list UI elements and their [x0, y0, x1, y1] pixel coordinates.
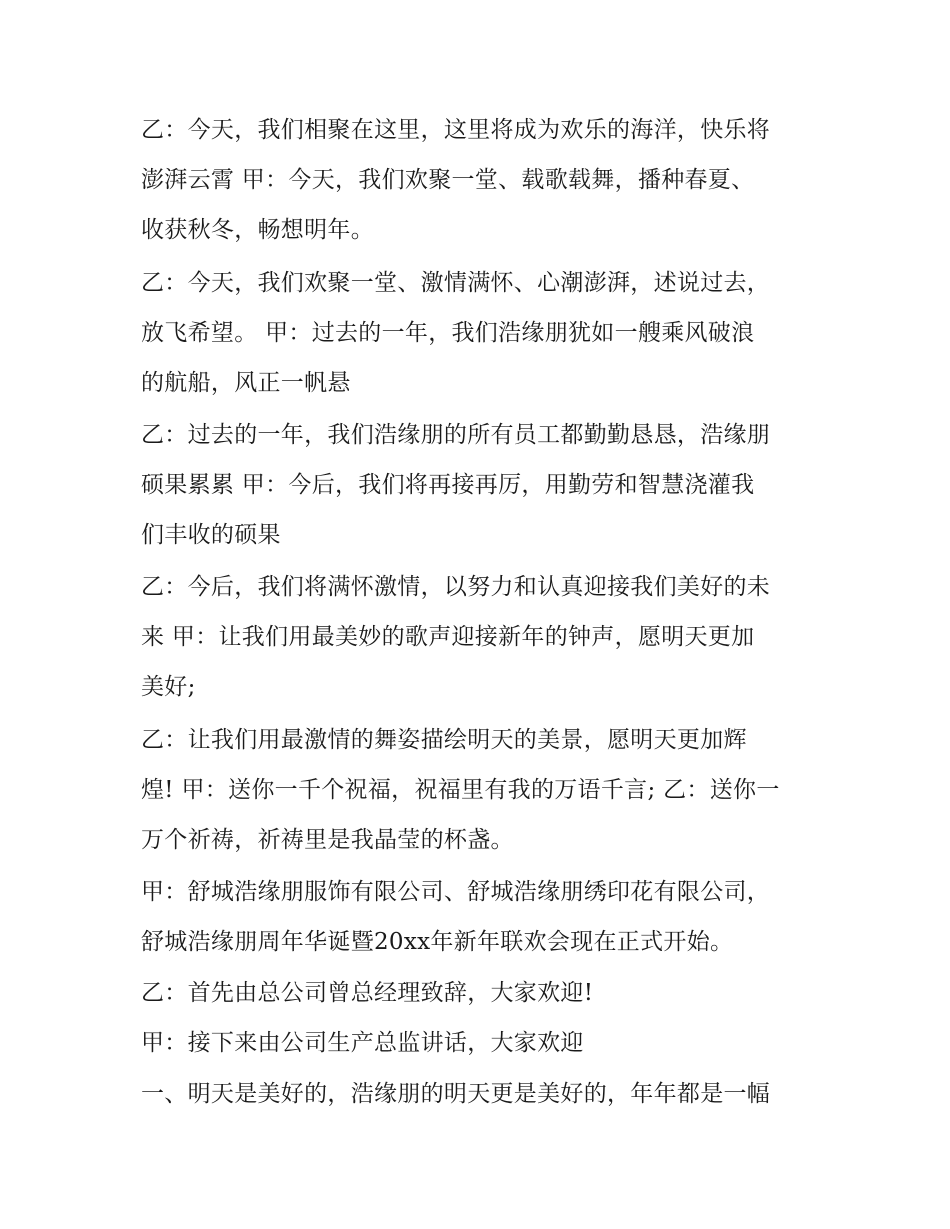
text-line: 乙：首先由总公司曾总经理致辞，大家欢迎!: [141, 980, 594, 1006]
text-line: 煌! 甲：送你一千个祝福，祝福里有我的万语千言; 乙：送你一: [141, 777, 780, 803]
text-line: 乙：今天，我们相聚在这里，这里将成为欢乐的海洋，快乐将: [141, 117, 771, 143]
text-line: 甲：接下来由公司生产总监讲话，大家欢迎: [141, 1030, 584, 1056]
text-line: 乙：过去的一年，我们浩缘朋的所有员工都勤勤恳恳，浩缘朋: [141, 422, 771, 448]
text-line: 甲：舒城浩缘朋服饰有限公司、舒城浩缘朋绣印花有限公司，: [141, 879, 771, 905]
text-line: 们丰收的硕果: [141, 522, 281, 548]
text-line: 乙：今后，我们将满怀激情，以努力和认真迎接我们美好的未: [141, 574, 771, 600]
text-line: 乙：今天，我们欢聚一堂、激情满怀、心潮澎湃，述说过去，: [141, 270, 771, 296]
text-line: 一、明天是美好的，浩缘朋的明天更是美好的，年年都是一幅: [141, 1081, 771, 1107]
text-line: 舒城浩缘朋周年华诞暨20xx年新年联欢会现在正式开始。: [141, 929, 734, 955]
text-line: 澎湃云霄 甲：今天，我们欢聚一堂、载歌载舞，播种春夏、: [141, 167, 755, 193]
text-line: 来 甲：让我们用最美妙的歌声迎接新年的钟声，愿明天更加: [141, 624, 755, 650]
text-line: 硕果累累 甲：今后，我们将再接再厉，用勤劳和智慧浇灌我: [141, 472, 755, 498]
text-line: 放飞希望。 甲：过去的一年，我们浩缘朋犹如一艘乘风破浪: [141, 320, 755, 346]
text-line: 乙：让我们用最激情的舞姿描绘明天的美景，愿明天更加辉: [141, 727, 747, 753]
text-line: 收获秋冬，畅想明年。: [141, 217, 374, 243]
text-line: 美好;: [141, 674, 196, 700]
text-line: 万个祈祷，祈祷里是我晶莹的杯盏。: [141, 827, 514, 853]
text-line: 的航船，风正一帆悬: [141, 370, 351, 396]
